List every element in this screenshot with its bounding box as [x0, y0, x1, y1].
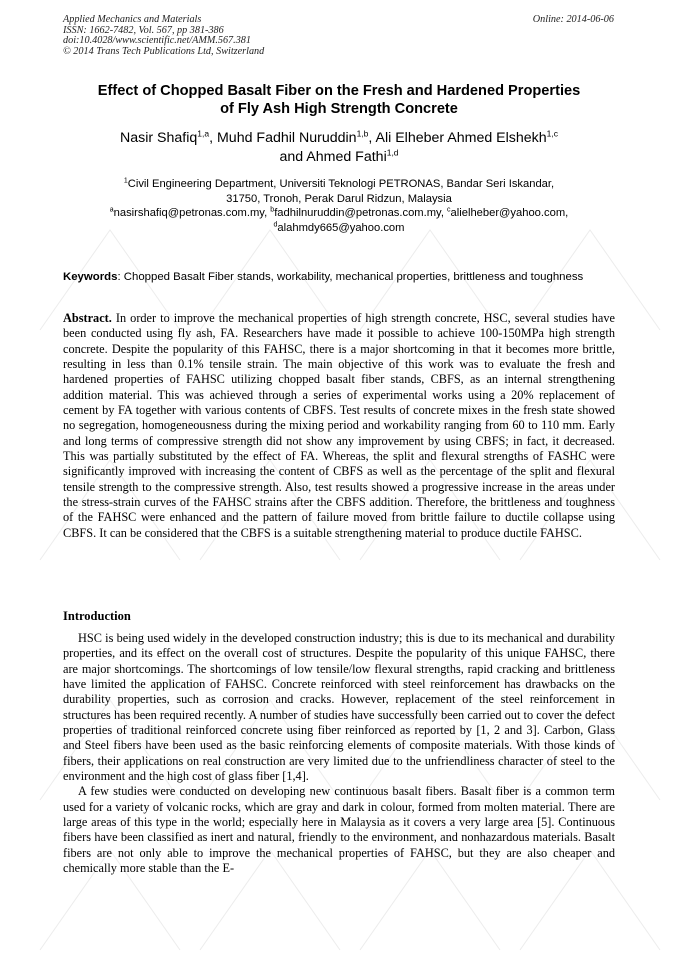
email-address[interactable]: nasirshafiq@petronas.com.my,: [113, 207, 271, 220]
author-affil-mark: 1,c: [546, 128, 558, 139]
author-separator: ,: [368, 130, 376, 146]
author-affil-mark: 1,d: [386, 147, 399, 158]
affiliation-line-1: [40, 177, 638, 192]
email-mark: a: [109, 206, 114, 214]
introduction-heading: Introduction: [63, 609, 131, 623]
journal-name: Applied Mechanics and Materials: [63, 14, 202, 25]
affiliation-line-2: 31750, Tronoh, Perak Darul Ridzun, Malaysia: [226, 192, 452, 205]
author-line-2: [40, 148, 638, 167]
author-name: Muhd Fadhil Nuruddin: [216, 130, 357, 146]
author-name: and Ahmed Fathi: [279, 149, 387, 165]
author-name: Nasir Shafiq: [119, 130, 198, 146]
journal-issn: ISSN: 1662-7482, Vol. 567, pp 381-386: [63, 24, 224, 36]
affiliation-block: [40, 177, 638, 235]
author-name: Ali Elheber Ahmed Elshekh: [375, 130, 547, 146]
email-line-2: [40, 221, 638, 236]
author-affil-mark: 1,a: [197, 128, 210, 139]
title-line-1: Effect of Chopped Basalt Fiber on the Fresh and Hardened Properties: [97, 83, 581, 99]
abstract-label: Abstract.: [63, 311, 112, 325]
online-date: Online: 2014-06-06: [532, 14, 614, 25]
keywords-block: [63, 270, 615, 285]
abstract-block: [63, 311, 615, 541]
journal-header: [63, 15, 443, 57]
author-separator: ,: [209, 130, 217, 146]
paper-title: [50, 82, 628, 118]
email-address[interactable]: fadhilnuruddin@petronas.com.my,: [274, 207, 448, 220]
email-line-1: [40, 206, 638, 221]
copyright-notice: © 2014 Trans Tech Publications Ltd, Switzerland: [63, 45, 265, 57]
email-address[interactable]: alielheber@yahoo.com,: [450, 207, 569, 220]
title-line-2: of Fly Ash High Strength Concrete: [220, 101, 458, 117]
introduction-body: [63, 631, 615, 877]
introduction-paragraph-1: HSC is being used widely in the developed construction industry; this is due to its mechanical and durability properties, and its effect on the overall cost of structures. Despite the popularity of this unique FAHSC, there are major shortcomings. The shortcomings of low tensile/low flexural strengths, rapid cracking and brittleness have limited the application of FAHSC. Concrete reinforced with steel reinforcement has drawbacks on the durability properties, such as corrosion and cracks. However, replacement of the steel reinforcement in structures has been required recently. A number of studies have successfully been carried out to cover the defect properties of traditional reinforced concrete using fiber reinforced as reported by [1, 2 and 3]. Carbon, Glass and Steel fibers have been used as the basic reinforcing elements of composite materials. With those kinds of fibers, their applications on real construction are very limited due to the unfriendliness character of steel to the environment and the high cost of glass fiber [1,4].: [63, 631, 615, 784]
introduction-paragraph-2: A few studies were conducted on developing new continuous basalt fibers. Basalt fiber is a common term used for a variety of volcanic rocks, which are gray and dark in colour, formed from molten material. There are large areas of this type in the world; especially here in Malaysia as it covers a very large area [5]. Continuous fibers have been classified as inert and natural, friendly to the environment, and nonhazardous materials. Basalt fibers are not only able to improve the mechanical properties of FAHSC, but they are also cheaper and chemically more stable than the E-: [63, 784, 615, 876]
email-mark: c: [447, 206, 451, 214]
email-address[interactable]: alahmdy665@yahoo.com: [277, 221, 405, 234]
email-mark: d: [273, 221, 278, 229]
affiliation-text: Civil Engineering Department, Universiti Teknologi PETRONAS, Bandar Seri Iskandar,: [127, 178, 555, 190]
author-list: [40, 129, 638, 167]
author-line-1: [40, 129, 638, 148]
journal-doi[interactable]: doi:10.4028/www.scientific.net/AMM.567.381: [63, 35, 251, 46]
affiliation-mark: 1: [123, 177, 128, 185]
author-affil-mark: 1,b: [356, 128, 369, 139]
email-mark: b: [270, 206, 275, 214]
keywords-text: : Chopped Basalt Fiber stands, workability, mechanical properties, brittleness and toughness: [117, 271, 584, 283]
abstract-text: In order to improve the mechanical properties of high strength concrete, HSC, several studies have been conducted using fly ash, FA. Researchers have made it possible to achieve 100-150MPa high strength concrete. Despite the popularity of this FAHSC, there is a major shortcoming in that it becomes more brittle, resulting in less than 0.1% tensile strain. The main objective of this work was to evaluate the fresh and hardened properties of FAHSC utilizing chopped basalt fiber stands, CBFS, as an internal strengthening addition material. This was achieved through a series of experimental works using a 20% replacement of cement by FA together with various contents of CBFS. Test results of concrete mixes in the fresh state showed no segregation, homogeneousness during the mixing period and workability ranging from 60 to 110 mm. Early and long terms of compressive strength did not show any improvement by using CBFS; in fact, it decreased. This was partially substituted by the effect of FA. Whereas, the split and flexural strengths of FASHC were significantly improved with increasing the content of CBFS as well as the percentage of the split and flexural tensile strength to the compressive strength. Also, test results showed a progressive increase in the areas under the stress-strain curves of the FAHSC strains after the CBFS addition. Therefore, the brittleness and toughness of the FAHSC were enhanced and the pattern of failure moved from brittle failure to ductile collapse using CBFS. It can be considered that the CBFS is a suitable strengthening material to produce ductile FAHSC.: [63, 311, 615, 540]
keywords-label: Keywords: [63, 271, 118, 283]
